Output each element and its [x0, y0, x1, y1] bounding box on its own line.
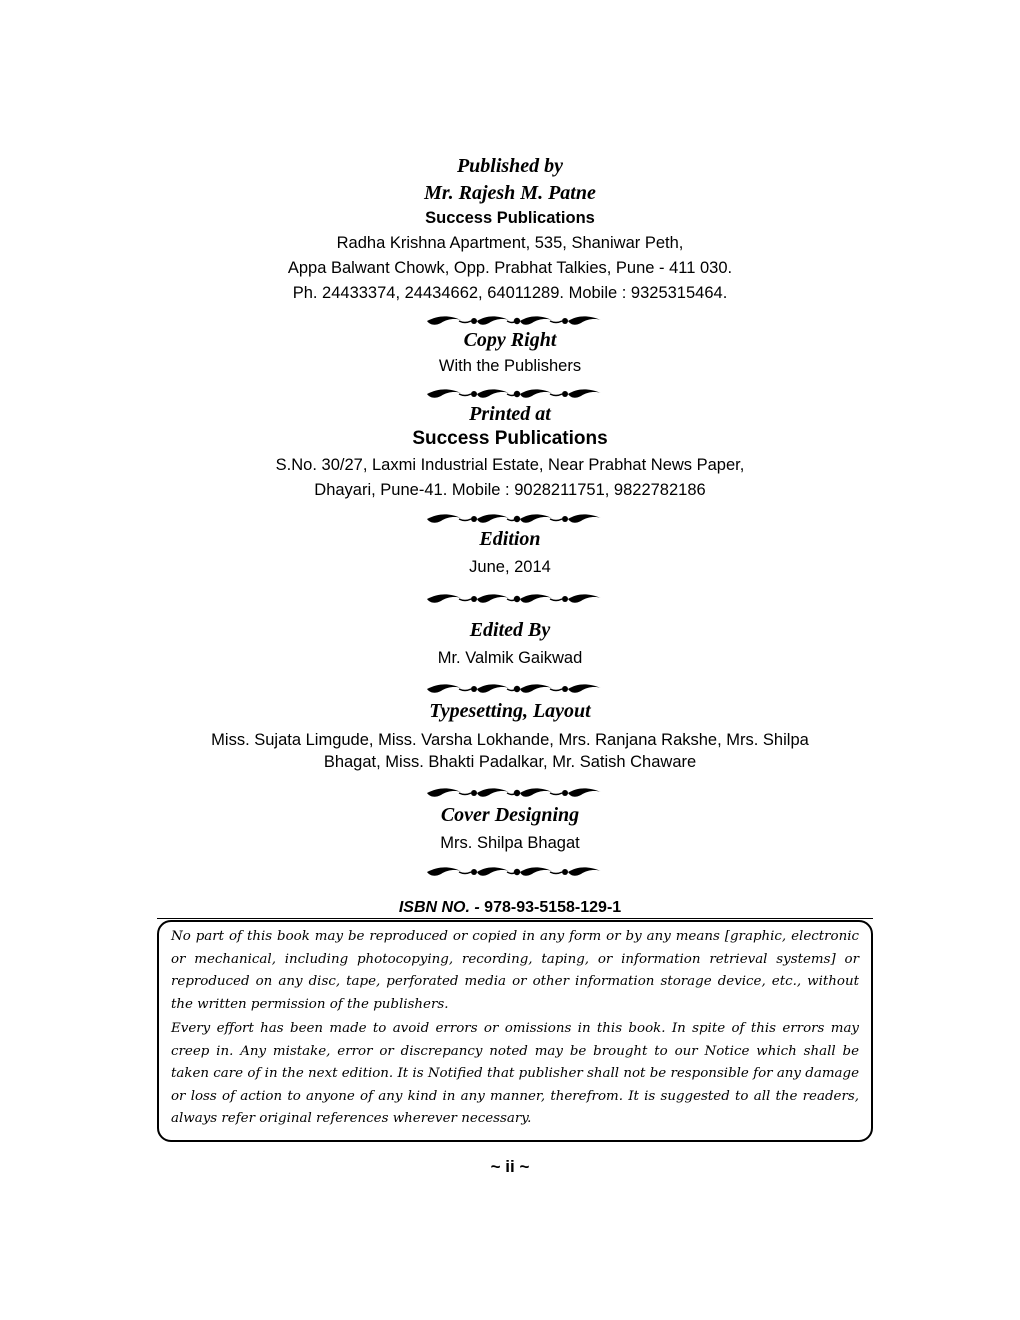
printer-address-line1: S.No. 30/27, Laxmi Industrial Estate, Near Prabhat News Paper, — [275, 456, 745, 474]
leaf-vine-divider-icon — [425, 387, 603, 401]
edited-by-heading: Edited By — [469, 619, 551, 641]
publisher-address-line1: Radha Krishna Apartment, 535, Shaniwar Peth, — [336, 234, 684, 252]
copyright-value: With the Publishers — [438, 357, 582, 375]
typesetting-names-line1: Miss. Sujata Limgude, Miss. Varsha Lokhande, Mrs. Ranjana Rakshe, Mrs. Shilpa — [211, 731, 809, 749]
publisher-company: Success Publications — [425, 209, 595, 227]
disclaimer-box — [157, 920, 873, 1142]
edition-value: June, 2014 — [469, 558, 551, 576]
printer-company: Success Publications — [412, 428, 608, 449]
typesetting-names-line2: Bhagat, Miss. Bhakti Padalkar, Mr. Satish Chaware — [323, 753, 697, 771]
isbn-value: 978-93-5158-129-1 — [484, 899, 622, 916]
copyright-heading: Copy Right — [463, 329, 557, 351]
published-by-heading: Published by — [456, 155, 564, 177]
isbn-label: ISBN NO. - — [398, 899, 480, 916]
printed-at-heading: Printed at — [469, 403, 551, 425]
leaf-vine-divider-icon — [425, 314, 603, 328]
cover-designing-value: Mrs. Shilpa Bhagat — [440, 834, 580, 852]
leaf-vine-divider-icon — [425, 682, 603, 696]
disclaimer-paragraph-2: Every effort has been made to avoid errors or omissions in this book. In spite of this errors may creep in. Any mistake, error or discrepancy noted may be brought to our Notice which shall be taken care of in the next edition. It is Notified that publisher shall not be responsible for any damage or loss of action to anyone of any kind in any manner, therefrom. It is suggested to all the readers, always refer original references wherever necessary. — [171, 1021, 859, 1126]
page-number: ~ ii ~ — [490, 1157, 530, 1176]
typesetting-heading: Typesetting, Layout — [429, 700, 591, 722]
leaf-vine-divider-icon — [425, 512, 603, 526]
isbn-rule — [157, 918, 873, 919]
printer-address-line2: Dhayari, Pune-41. Mobile : 9028211751, 9822782186 — [314, 481, 706, 499]
edited-by-value: Mr. Valmik Gaikwad — [437, 649, 583, 667]
leaf-vine-divider-icon — [425, 592, 603, 606]
isbn-line — [0, 899, 1020, 917]
leaf-vine-divider-icon — [425, 786, 603, 800]
disclaimer-paragraph-1: No part of this book may be reproduced or copied in any form or by any means [graphic, electronic or mechanical, including photocopying, recording, taping, or information retrieval systems] or reproduced on any disc, tape, perforated media or other information storage device, etc., without the written permission of the publishers. — [171, 929, 859, 1012]
cover-designing-heading: Cover Designing — [440, 804, 580, 826]
edition-heading: Edition — [479, 528, 541, 550]
leaf-vine-divider-icon — [425, 865, 603, 879]
publisher-name: Mr. Rajesh M. Patne — [424, 182, 596, 204]
publisher-address-line2: Appa Balwant Chowk, Opp. Prabhat Talkies, Pune - 411 030. — [287, 259, 733, 277]
publisher-phone: Ph. 24433374, 24434662, 64011289. Mobile : 9325315464. — [292, 284, 728, 302]
